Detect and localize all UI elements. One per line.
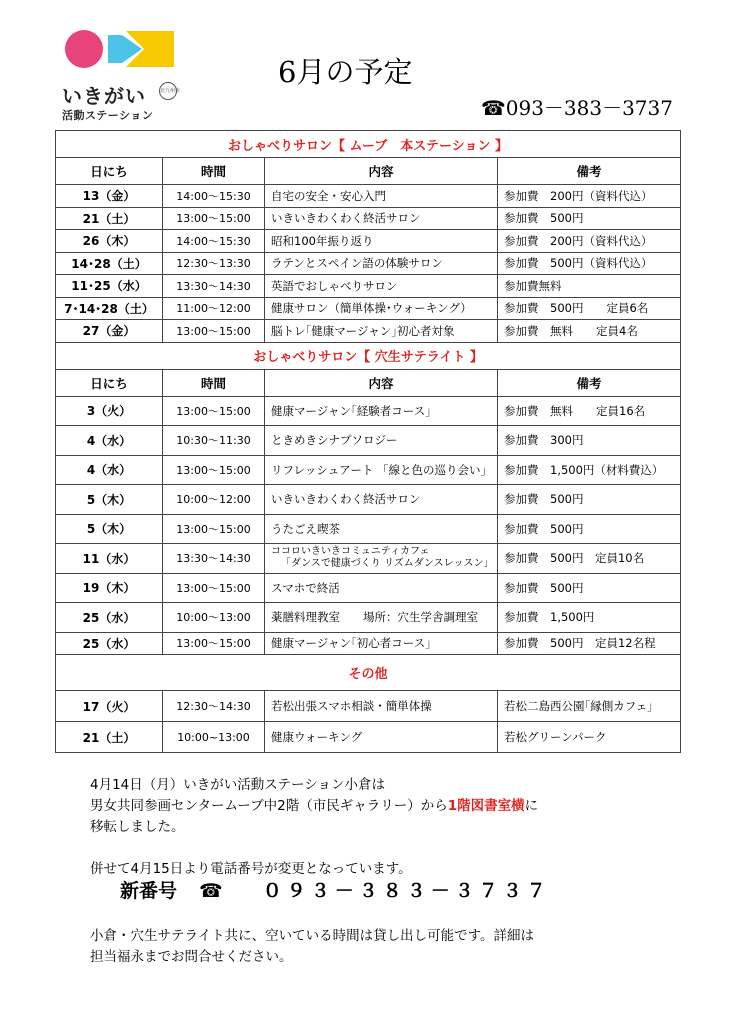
content-cell: 健康マージャン｢経験者コース｣ <box>265 396 498 426</box>
schedule-table <box>55 130 681 753</box>
content-cell <box>265 544 498 574</box>
time-cell: 14:00～15:30 <box>163 230 265 253</box>
time-cell: 13:30～14:30 <box>163 544 265 574</box>
date-cell: 25（水） <box>56 632 163 655</box>
schedule-row <box>56 252 681 275</box>
date-cell: 26（木） <box>56 230 163 253</box>
new-number <box>120 876 551 903</box>
section-title-row <box>56 131 681 158</box>
date-cell: 5（木） <box>56 485 163 515</box>
note-cell: 参加費 500円 <box>498 514 681 544</box>
note-cell: 若松グリーンパーク <box>498 722 681 753</box>
content-cell: リフレッシュアート 「線と色の巡り会い」 <box>265 455 498 485</box>
note-cell: 参加費 500円 <box>498 573 681 603</box>
page-title: 6月の予定 <box>278 55 413 89</box>
date-cell: 25（水） <box>56 603 163 633</box>
schedule-row <box>56 396 681 426</box>
content-cell: 健康ウォーキング <box>265 722 498 753</box>
content-cell: 脳トレ｢健康マージャン｣初心者対象 <box>265 320 498 343</box>
notice-line: 移転しました。 <box>90 819 185 835</box>
time-cell: 13:00～15:00 <box>163 320 265 343</box>
note-cell: 参加費 1,500円 <box>498 603 681 633</box>
date-cell: 17（火） <box>56 691 163 722</box>
date-cell: 5（木） <box>56 514 163 544</box>
time-cell: 13:30～14:30 <box>163 275 265 298</box>
schedule-row <box>56 722 681 753</box>
schedule-row <box>56 544 681 574</box>
schedule-row <box>56 207 681 230</box>
time-cell: 10:30～11:30 <box>163 426 265 456</box>
time-cell: 13:00～15:00 <box>163 632 265 655</box>
schedule-row <box>56 455 681 485</box>
content-cell: ときめきシナプソロジー <box>265 426 498 456</box>
date-cell: 21（土） <box>56 722 163 753</box>
content-cell: 健康サロン（簡単体操･ウォーキング） <box>265 297 498 320</box>
logo <box>58 24 181 122</box>
time-cell: 14:00～15:30 <box>163 185 265 208</box>
time-cell: 13:00～15:00 <box>163 573 265 603</box>
note-cell: 若松二島西公園｢縁側カフェ｣ <box>498 691 681 722</box>
time-cell: 13:00～15:00 <box>163 207 265 230</box>
note-cell: 参加費 300円 <box>498 426 681 456</box>
phone-number: ☎093－383－3737 <box>480 96 673 120</box>
header-row <box>56 158 681 185</box>
date-cell: 4（水） <box>56 426 163 456</box>
note-cell: 参加費 200円（資料代込） <box>498 230 681 253</box>
schedule-row <box>56 632 681 655</box>
note-header: 備考 <box>498 369 681 396</box>
schedule-row <box>56 603 681 633</box>
content-cell: いきいきわくわく終活サロン <box>265 485 498 515</box>
time-header: 時間 <box>163 158 265 185</box>
notice-line: 4月14日（月）いきがい活動ステーション小倉は <box>90 777 385 793</box>
content-cell: 昭和100年振り返り <box>265 230 498 253</box>
note-header: 備考 <box>498 158 681 185</box>
new-number-label: 新番号 <box>120 880 178 902</box>
date-cell: 14･28（土） <box>56 252 163 275</box>
date-cell: 11･25（水） <box>56 275 163 298</box>
date-cell: 7･14･28（土） <box>56 297 163 320</box>
content-cell: いきいきわくわく終活サロン <box>265 207 498 230</box>
city-badge: 北九州市 <box>159 82 177 100</box>
footer-line: 小倉・穴生サテライト共に、空いている時間は貸し出し可能です。詳細は <box>90 928 535 944</box>
schedule-row <box>56 691 681 722</box>
section-title: その他 <box>56 655 681 691</box>
notice-spacer <box>90 838 538 859</box>
content-cell: スマホで終活 <box>265 573 498 603</box>
note-cell: 参加費 500円 定員10名 <box>498 544 681 574</box>
content-cell: 英語でおしゃべりサロン <box>265 275 498 298</box>
logo-shapes-icon <box>64 29 174 69</box>
schedule-body <box>56 131 681 753</box>
date-cell: 19（木） <box>56 573 163 603</box>
new-number-value: ０９３－３８３－３７３７ <box>262 880 551 902</box>
notice-line: 併せて4月15日より電話番号が変更となっています。 <box>90 861 412 877</box>
date-cell: 27（金） <box>56 320 163 343</box>
time-cell: 12:30～13:30 <box>163 252 265 275</box>
time-header: 時間 <box>163 369 265 396</box>
time-cell: 13:00～15:00 <box>163 514 265 544</box>
note-cell: 参加費 1,500円（材料費込） <box>498 455 681 485</box>
date-cell: 13（金） <box>56 185 163 208</box>
time-cell: 10:00~13:00 <box>163 722 265 753</box>
day-header: 日にち <box>56 158 163 185</box>
note-cell: 参加費 500円 <box>498 485 681 515</box>
schedule-row <box>56 514 681 544</box>
logo-subtext: 活動ステーション <box>62 109 154 122</box>
phone-icon: ☎ <box>199 880 223 902</box>
schedule-row <box>56 275 681 298</box>
day-header: 日にち <box>56 369 163 396</box>
section-title: おしゃべりサロン【 ムーブ 本ステーション 】 <box>56 131 681 158</box>
footer-note <box>90 926 534 968</box>
schedule-row <box>56 230 681 253</box>
schedule-row <box>56 320 681 343</box>
time-cell: 10:00～13:00 <box>163 603 265 633</box>
content-line: 「ダンスで健康づくり リズムダンスレッスン」 <box>281 558 494 570</box>
schedule-row <box>56 573 681 603</box>
header-row <box>56 369 681 396</box>
schedule-row <box>56 485 681 515</box>
content-line: ココロいきいきコミュニティカフェ <box>271 546 430 558</box>
content-cell: 自宅の安全・安心入門 <box>265 185 498 208</box>
content-cell: ラテンとスペイン語の体験サロン <box>265 252 498 275</box>
new-location: 1階図書室横 <box>447 798 525 814</box>
notice <box>90 775 538 880</box>
section-title-row <box>56 655 681 691</box>
time-cell: 11:00～12:00 <box>163 297 265 320</box>
date-cell: 4（水） <box>56 455 163 485</box>
content-cell: 若松出張スマホ相談・簡単体操 <box>265 691 498 722</box>
time-cell: 13:00～15:00 <box>163 396 265 426</box>
section-title-row <box>56 342 681 369</box>
note-cell: 参加費無料 <box>498 275 681 298</box>
content-header: 内容 <box>265 369 498 396</box>
schedule-row <box>56 297 681 320</box>
content-cell: うたごえ喫茶 <box>265 514 498 544</box>
schedule-row <box>56 185 681 208</box>
note-cell: 参加費 500円（資料代込） <box>498 252 681 275</box>
logo-text: いきがい <box>62 84 146 108</box>
note-cell: 参加費 200円（資料代込） <box>498 185 681 208</box>
note-cell: 参加費 無料 定員4名 <box>498 320 681 343</box>
content-header: 内容 <box>265 158 498 185</box>
footer-line: 担当福永までお問合せください。 <box>90 949 293 965</box>
section-title: おしゃべりサロン【 穴生サテライト 】 <box>56 342 681 369</box>
note-cell: 参加費 500円 定員6名 <box>498 297 681 320</box>
content-cell: 薬膳料理教室 場所：穴生学舎調理室 <box>265 603 498 633</box>
date-cell: 3（火） <box>56 396 163 426</box>
date-cell: 21（土） <box>56 207 163 230</box>
note-cell: 参加費 500円 定員12名程 <box>498 632 681 655</box>
time-cell: 10:00～12:00 <box>163 485 265 515</box>
notice-line <box>90 796 538 817</box>
note-cell: 参加費 無料 定員16名 <box>498 396 681 426</box>
notice-text: 男女共同参画センタームーブ中2階（市民ギャラリー）から <box>90 798 448 814</box>
time-cell: 13:00～15:00 <box>163 455 265 485</box>
time-cell: 12:30～14:30 <box>163 691 265 722</box>
notice-text: に <box>524 798 539 814</box>
content-cell: 健康マージャン｢初心者コース｣ <box>265 632 498 655</box>
note-cell: 参加費 500円 <box>498 207 681 230</box>
date-cell: 11（水） <box>56 544 163 574</box>
schedule-row <box>56 426 681 456</box>
